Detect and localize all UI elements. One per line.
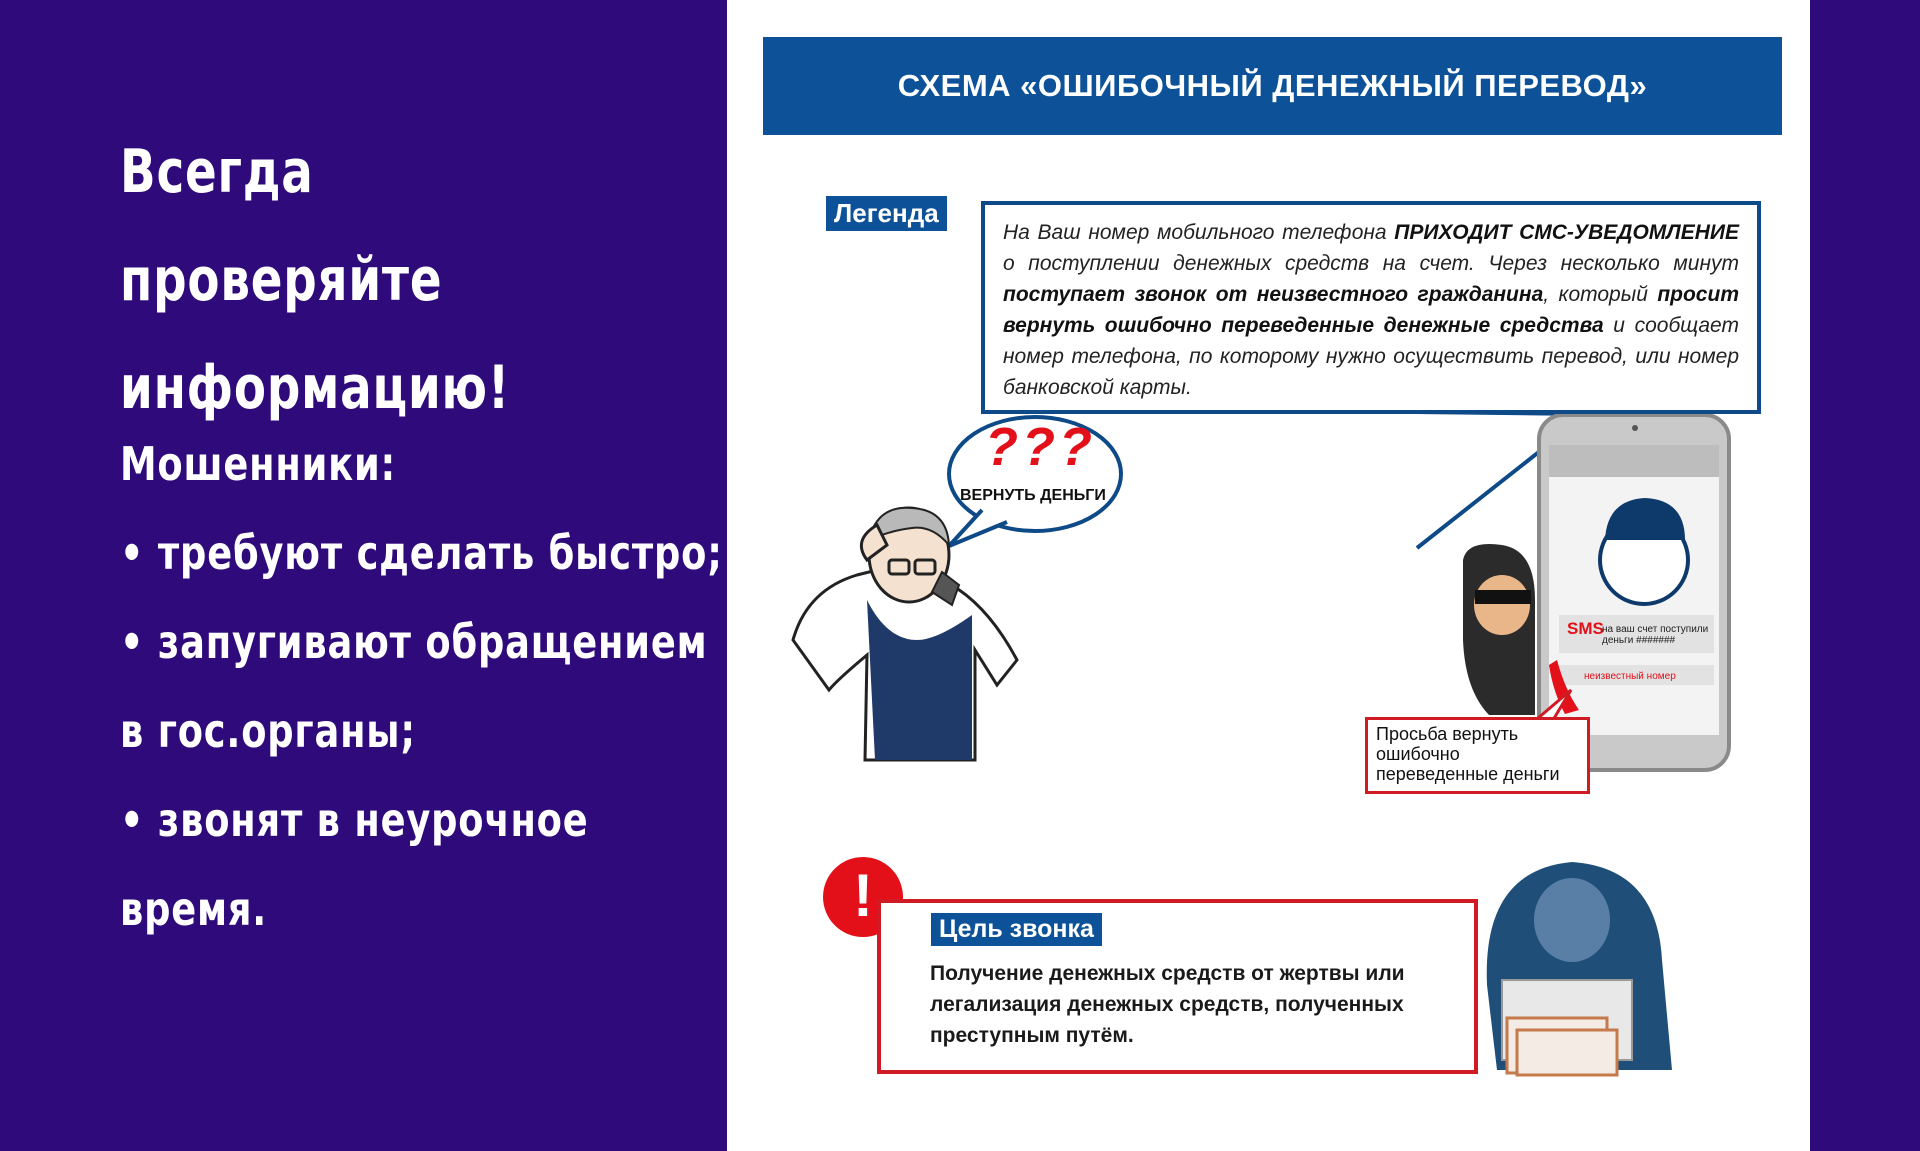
legend-text — [981, 201, 1761, 414]
victim-illustration — [793, 508, 1017, 760]
request-box: Просьба вернуть ошибочно переведенные деньги — [1365, 717, 1590, 794]
list-item: • требуют сделать быстро; — [120, 526, 723, 580]
legend-bold: ПРИХОДИТ СМС-УВЕДОМЛЕНИЕ — [1394, 221, 1739, 244]
hacker-illustration — [1487, 862, 1672, 1075]
list-item: время. — [120, 882, 268, 936]
question-marks: ??? — [985, 417, 1096, 477]
list-item: • запугивают обращением — [120, 615, 708, 669]
slide-title — [120, 118, 588, 442]
left-panel — [0, 0, 727, 1151]
fraud-signs-list — [120, 420, 728, 954]
list-item: • звонят в неурочное — [120, 793, 589, 847]
legend-part: о поступлении денежных средств на счет. Через несколько минут — [1003, 252, 1739, 275]
legend-part: , который — [1543, 283, 1658, 306]
bubble-text: ВЕРНУТЬ ДЕНЬГИ — [960, 487, 1106, 504]
legend-part: и сообщает номер телефона, по которому нужно осуществить перевод, или номер банковской карты. — [1003, 314, 1739, 399]
sms-text: на ваш счет поступили деньги ####### — [1602, 624, 1709, 646]
goal-text: Получение денежных средств от жертвы или легализация денежных средств, полученных преступным путём. — [930, 962, 1405, 1047]
title-line-2: информацию! — [120, 353, 510, 423]
list-heading: Мошенники: — [120, 437, 397, 491]
legend-part: На Ваш номер мобильного телефона — [1003, 221, 1395, 244]
document-header: СХЕМА «ОШИБОЧНЫЙ ДЕНЕЖНЫЙ ПЕРЕВОД» — [763, 37, 1782, 135]
sms-label: SMS — [1567, 619, 1604, 638]
unknown-number-label: неизвестный номер — [1584, 671, 1676, 682]
legend-bold: просит вернуть ошибочно переведенные денежные средства — [1003, 283, 1739, 337]
scheme-document — [727, 0, 1810, 1151]
goal-tag: Цель звонка — [931, 913, 1102, 946]
alert-mark: ! — [853, 862, 873, 929]
list-item: в гос.органы; — [120, 704, 416, 758]
right-margin — [1810, 0, 1920, 1151]
legend-bold: поступает звонок от неизвестного гражданина — [1003, 283, 1544, 306]
title-line-1: Всегда проверяйте — [120, 137, 443, 315]
legend-tag: Легенда — [826, 196, 947, 231]
